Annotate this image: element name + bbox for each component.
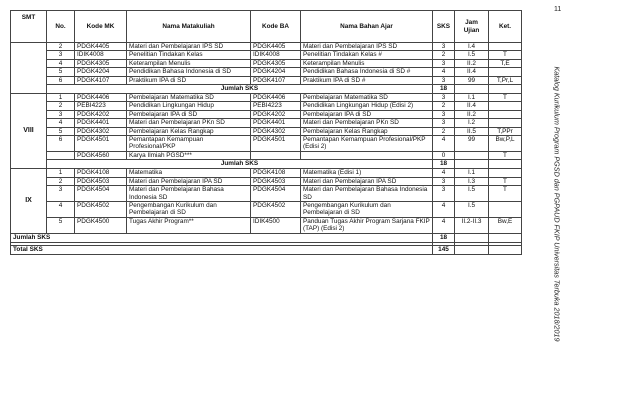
cell-ket: T	[489, 51, 522, 59]
cell-jam: II.2	[455, 59, 489, 67]
cell-nama-ba: Pembelajaran Matematika SD	[301, 94, 433, 102]
side-caption-container	[552, 14, 562, 394]
empty-cell	[489, 85, 522, 94]
header-no: No.	[47, 11, 75, 43]
cell-ket: T	[489, 177, 522, 185]
empty-cell	[455, 245, 489, 254]
cell-kode-mk: PDGK4503	[75, 177, 127, 185]
subtotal-row	[11, 160, 522, 169]
cell-sks: 3	[433, 76, 455, 84]
total-row	[11, 245, 522, 254]
cell-no: 2	[47, 43, 75, 51]
cell-kode-ba: PDGK4504	[251, 186, 301, 202]
cell-nama-ba: Pembelajaran IPA di SD	[301, 110, 433, 118]
cell-no: 4	[47, 201, 75, 217]
cell-ket	[489, 102, 522, 110]
cell-sks: 4	[433, 201, 455, 217]
cell-kode-mk: PDGK4406	[75, 94, 127, 102]
cell-nama-ba: Materi dan Pembelajaran PKn SD	[301, 119, 433, 127]
table-row	[11, 217, 522, 233]
header-kode-ba: Kode BA	[251, 11, 301, 43]
cell-kode-ba: PDGK4305	[251, 59, 301, 67]
page-number: 11	[554, 6, 562, 13]
cell-nama-mk: Materi dan Pembelajaran IPS SD	[127, 43, 251, 51]
cell-kode-mk: PDGK4108	[75, 169, 127, 177]
table-row	[11, 177, 522, 185]
cell-sks: 3	[433, 110, 455, 118]
cell-kode-mk: PDGK4202	[75, 110, 127, 118]
side-caption: Katalog Kurikulum Program PGSD dan PGPAUD FKIP Universitas Terbuka 2018/2019	[552, 66, 562, 342]
cell-ket: T,PPr	[489, 127, 522, 135]
cell-jam: I.5	[455, 186, 489, 202]
cell-sks: 3	[433, 119, 455, 127]
cell-kode-mk: PDGK4107	[75, 76, 127, 84]
cell-jam: I.2	[455, 119, 489, 127]
cell-no: 4	[47, 59, 75, 67]
cell-nama-ba: Materi dan Pembelajaran IPS SD	[301, 43, 433, 51]
cell-ket	[489, 43, 522, 51]
cell-nama-ba: Pendidikan Bahasa Indonesia di SD #	[301, 68, 433, 76]
table-row	[11, 127, 522, 135]
cell-no: 5	[47, 217, 75, 233]
table-row	[11, 102, 522, 110]
cell-jam: I.1	[455, 94, 489, 102]
cell-kode-mk: PDGK4502	[75, 201, 127, 217]
cell-ket: Bw,E	[489, 217, 522, 233]
subtotal-value: 18	[433, 233, 455, 242]
table-row	[11, 110, 522, 118]
cell-ket	[489, 119, 522, 127]
subtotal-row	[11, 233, 522, 242]
cell-kode-ba: PDGK4302	[251, 127, 301, 135]
cell-nama-mk: Pendidikan Lingkungan Hidup	[127, 102, 251, 110]
cell-nama-mk: Karya Ilmiah PGSD***	[127, 151, 251, 159]
cell-ket	[489, 68, 522, 76]
header-ket: Ket.	[489, 11, 522, 43]
cell-kode-mk: PEBI4223	[75, 102, 127, 110]
cell-kode-ba: PEBI4223	[251, 102, 301, 110]
empty-cell	[455, 160, 489, 169]
cell-jam: 99	[455, 76, 489, 84]
cell-sks: 4	[433, 136, 455, 152]
cell-nama-mk: Materi dan Pembelajaran PKn SD	[127, 119, 251, 127]
cell-ket: T,Pr,L	[489, 76, 522, 84]
cell-kode-ba: PDGK4202	[251, 110, 301, 118]
cell-kode-ba: PDGK4405	[251, 43, 301, 51]
cell-no: 5	[47, 127, 75, 135]
cell-nama-ba: Materi dan Pembelajaran Bahasa Indonesia SD	[301, 186, 433, 202]
header-nama-mk: Nama Matakuliah	[127, 11, 251, 43]
cell-sks: 0	[433, 151, 455, 159]
semester-label-ix: IX	[11, 169, 47, 233]
cell-nama-mk: Pemantapan Kemampuan Profesional/PKP	[127, 136, 251, 152]
cell-sks: 3	[433, 59, 455, 67]
header-kode-mk: Kode MK	[75, 11, 127, 43]
cell-sks: 2	[433, 51, 455, 59]
subtotal-row	[11, 85, 522, 94]
subtotal-label: Jumlah SKS	[47, 160, 433, 169]
cell-ket	[489, 169, 522, 177]
table-row	[11, 94, 522, 102]
cell-no: 6	[47, 136, 75, 152]
cell-sks: 3	[433, 43, 455, 51]
cell-sks: 4	[433, 169, 455, 177]
cell-nama-mk: Praktikum IPA di SD	[127, 76, 251, 84]
cell-kode-ba: PDGK4406	[251, 94, 301, 102]
cell-nama-mk: Matematika	[127, 169, 251, 177]
empty-cell	[455, 233, 489, 242]
cell-nama-ba: Keterampilan Menulis	[301, 59, 433, 67]
cell-jam: I.3	[455, 177, 489, 185]
table-row	[11, 59, 522, 67]
cell-kode-mk: PDGK4504	[75, 186, 127, 202]
cell-no: 2	[47, 102, 75, 110]
cell-kode-mk: PDGK4405	[75, 43, 127, 51]
cell-kode-mk: PDGK4305	[75, 59, 127, 67]
cell-nama-ba: Praktikum IPA di SD #	[301, 76, 433, 84]
cell-no: 6	[47, 76, 75, 84]
cell-jam: II.2	[455, 110, 489, 118]
cell-kode-ba: PDGK4501	[251, 136, 301, 152]
table-row	[11, 76, 522, 84]
curriculum-table-sheet	[10, 10, 522, 255]
table-row	[11, 186, 522, 202]
cell-nama-ba	[301, 151, 433, 159]
cell-kode-ba: PDGK4502	[251, 201, 301, 217]
cell-ket: T	[489, 151, 522, 159]
cell-ket: T,E	[489, 59, 522, 67]
table-header-row	[11, 11, 522, 43]
semester-label-viii: VIII	[11, 94, 47, 169]
cell-nama-ba: Materi dan Pembelajaran IPA SD	[301, 177, 433, 185]
header-smt: SMT	[11, 11, 47, 43]
table-row	[11, 151, 522, 159]
cell-jam: II.4	[455, 102, 489, 110]
cell-kode-ba: PDGK4503	[251, 177, 301, 185]
cell-no: 2	[47, 177, 75, 185]
cell-nama-ba: Pendidikan Lingkungan Hidup (Edisi 2)	[301, 102, 433, 110]
cell-sks: 2	[433, 102, 455, 110]
cell-nama-mk: Pembelajaran Matematika SD	[127, 94, 251, 102]
subtotal-label: Jumlah SKS	[47, 85, 433, 94]
table-row	[11, 119, 522, 127]
table-row	[11, 201, 522, 217]
header-sks: SKS	[433, 11, 455, 43]
cell-sks: 4	[433, 68, 455, 76]
cell-kode-ba: PDGK4401	[251, 119, 301, 127]
cell-kode-ba: PDGK4204	[251, 68, 301, 76]
cell-nama-ba: Pembelajaran Kelas Rangkap	[301, 127, 433, 135]
cell-kode-ba: IDIK4500	[251, 217, 301, 233]
cell-kode-mk: PDGK4302	[75, 127, 127, 135]
cell-no: 5	[47, 68, 75, 76]
cell-kode-mk: PDGK4204	[75, 68, 127, 76]
cell-kode-ba: PDGK4108	[251, 169, 301, 177]
subtotal-label: Jumlah SKS	[11, 233, 433, 242]
cell-kode-ba: PDGK4107	[251, 76, 301, 84]
cell-nama-ba: Penelitian Tindakan Kelas #	[301, 51, 433, 59]
cell-sks: 3	[433, 186, 455, 202]
total-label: Total SKS	[11, 245, 433, 254]
cell-no: 3	[47, 110, 75, 118]
table-row	[11, 169, 522, 177]
cell-nama-ba: Matematika (Edisi 1)	[301, 169, 433, 177]
cell-nama-mk: Pendidikan Bahasa Indonesia di SD	[127, 68, 251, 76]
cell-nama-mk: Pengembangan Kurikulum dan Pembelajaran di SD	[127, 201, 251, 217]
cell-kode-mk: IDIK4008	[75, 51, 127, 59]
cell-jam	[455, 151, 489, 159]
cell-no	[47, 151, 75, 159]
table-row	[11, 43, 522, 51]
cell-sks: 4	[433, 217, 455, 233]
cell-no: 4	[47, 119, 75, 127]
cell-sks: 3	[433, 177, 455, 185]
cell-nama-mk: Tugas Akhir Program**	[127, 217, 251, 233]
cell-jam: I.5	[455, 51, 489, 59]
header-nama-ba: Nama Bahan Ajar	[301, 11, 433, 43]
subtotal-value: 18	[433, 160, 455, 169]
cell-jam: II.5	[455, 127, 489, 135]
cell-ket	[489, 201, 522, 217]
cell-no: 3	[47, 186, 75, 202]
table-row	[11, 51, 522, 59]
cell-nama-mk: Penelitian Tindakan Kelas	[127, 51, 251, 59]
cell-nama-mk: Materi dan Pembelajaran IPA SD	[127, 177, 251, 185]
cell-nama-mk: Keterampilan Menulis	[127, 59, 251, 67]
cell-ket: Bw,P,L	[489, 136, 522, 152]
subtotal-value: 18	[433, 85, 455, 94]
cell-no: 1	[47, 94, 75, 102]
cell-no: 3	[47, 51, 75, 59]
cell-ket: T	[489, 186, 522, 202]
total-value: 145	[433, 245, 455, 254]
cell-nama-ba: Pengembangan Kurikulum dan Pembelajaran di SD	[301, 201, 433, 217]
cell-kode-ba: IDIK4008	[251, 51, 301, 59]
cell-kode-mk: PDGK4401	[75, 119, 127, 127]
cell-jam: I.1	[455, 169, 489, 177]
cell-jam: I.5	[455, 201, 489, 217]
table-row	[11, 68, 522, 76]
cell-jam: 99	[455, 136, 489, 152]
cell-kode-mk: PDGK4500	[75, 217, 127, 233]
cell-ket	[489, 110, 522, 118]
cell-jam: II.2-II.3	[455, 217, 489, 233]
empty-cell	[489, 233, 522, 242]
cell-kode-mk: PDGK4501	[75, 136, 127, 152]
cell-kode-mk: PDGK4560	[75, 151, 127, 159]
cell-jam: I.4	[455, 43, 489, 51]
cell-kode-ba	[251, 151, 301, 159]
cell-sks: 2	[433, 127, 455, 135]
cell-nama-mk: Materi dan Pembelajaran Bahasa Indonesia SD	[127, 186, 251, 202]
curriculum-table	[10, 10, 522, 255]
empty-cell	[489, 160, 522, 169]
cell-nama-ba: Pemantapan Kemampuan Profesional/PKP (Edisi 2)	[301, 136, 433, 152]
cell-jam: II.4	[455, 68, 489, 76]
cell-nama-mk: Pembelajaran IPA di SD	[127, 110, 251, 118]
header-jam-ujian: Jam Ujian	[455, 11, 489, 43]
cell-ket: T	[489, 94, 522, 102]
cell-no: 1	[47, 169, 75, 177]
cell-nama-mk: Pembelajaran Kelas Rangkap	[127, 127, 251, 135]
semester-cell	[11, 43, 47, 94]
empty-cell	[455, 85, 489, 94]
cell-nama-ba: Panduan Tugas Akhir Program Sarjana FKIP (TAP) (Edisi 2)	[301, 217, 433, 233]
cell-sks: 3	[433, 94, 455, 102]
table-row	[11, 136, 522, 152]
empty-cell	[489, 245, 522, 254]
